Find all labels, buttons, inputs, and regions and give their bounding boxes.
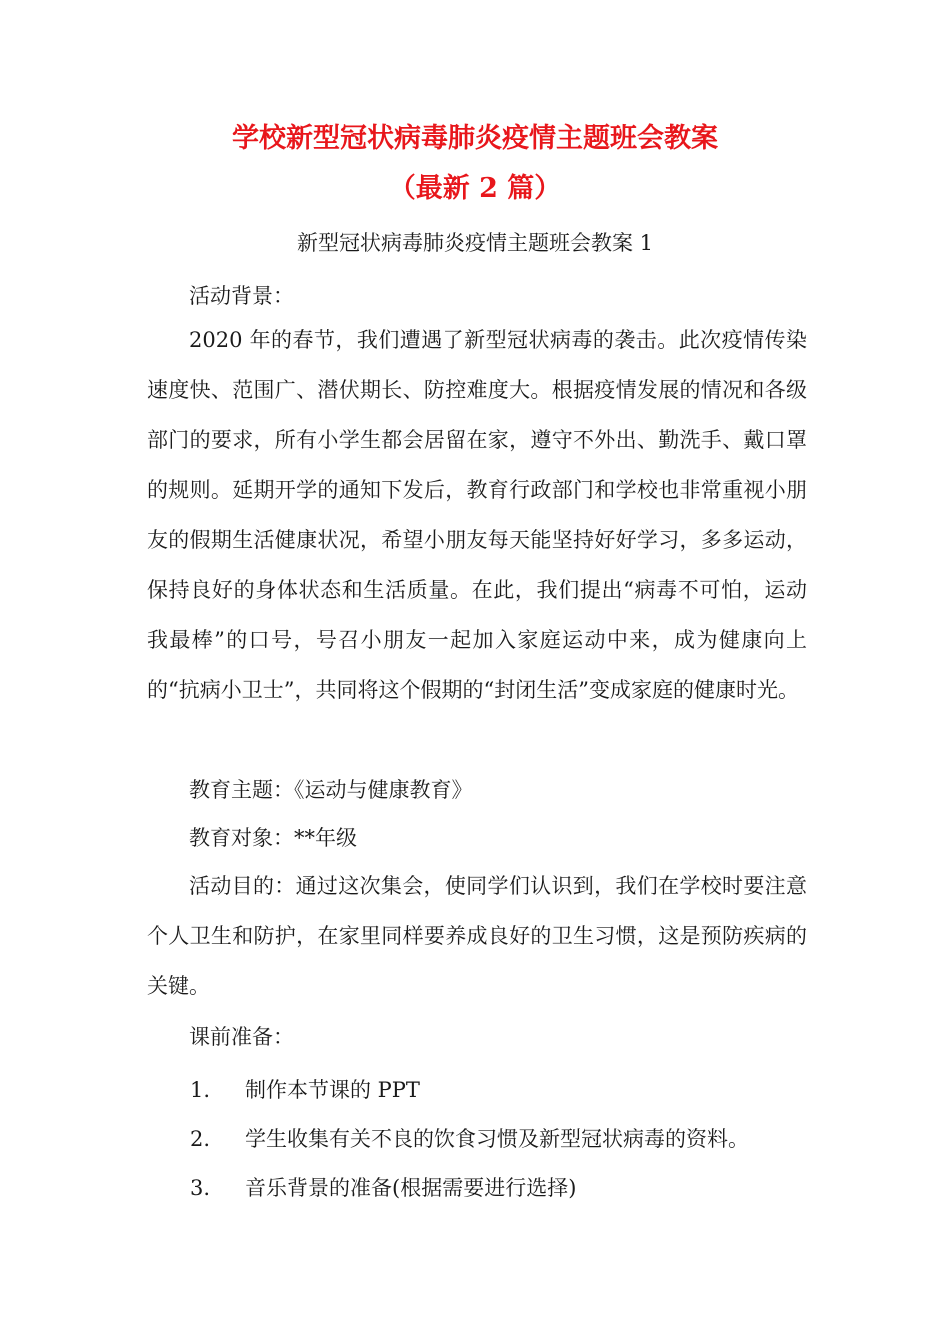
list-item-number: 3. [190,1176,211,1200]
education-theme: 教育主题：《运动与健康教育》 [189,778,473,802]
document-title-sub: （最新 2 篇） [388,173,562,204]
lesson-subtitle: 新型冠状病毒肺炎疫情主题班会教案 1 [296,231,654,255]
background-paragraph: 2020 年的春节，我们遭遇了新型冠状病毒的袭击。此次疫情传染速度快、范围广、潜伏期长、防控难度大。根据疫情发展的情况和各级部门的要求，所有小学生都会居留在家，遵守不外出、勤洗手、戴口罩的规则。延期开学的通知下发后，教育行政部门和学校也非常重视小朋友的假期生活健康状况，希望小朋友每天能坚持好好学习，多多运动，保持良好的身体状态和生活质量。在此，我们提出“病毒不可怕，运动我最棒”的口号，号召小朋友一起加入家庭运动中来，成为健康向上的“抗病小卫士”，共同将这个假期的“封闭生活”变成家庭的健康时光。 [147,328,807,702]
list-item-number: 2. [190,1127,211,1151]
list-item [190,1124,749,1154]
list-item-text: 学生收集有关不良的饮食习惯及新型冠状病毒的资料。 [245,1127,749,1151]
list-item [190,1075,420,1105]
list-item-text: 制作本节课的 PPT [245,1078,420,1102]
prep-label: 课前准备： [189,1025,294,1049]
document-title: 学校新型冠状病毒肺炎疫情主题班会教案 [232,123,718,154]
education-target: 教育对象：**年级 [189,826,357,850]
list-item [190,1173,576,1203]
list-item-text: 音乐背景的准备(根据需要进行选择) [245,1176,577,1200]
activity-purpose: 活动目的：通过这次集会，使同学们认识到，我们在学校时要注意个人卫生和防护，在家里同样要养成良好的卫生习惯，这是预防疾病的关键。 [147,874,807,998]
list-item-number: 1. [190,1078,211,1102]
background-label: 活动背景： [189,284,294,308]
